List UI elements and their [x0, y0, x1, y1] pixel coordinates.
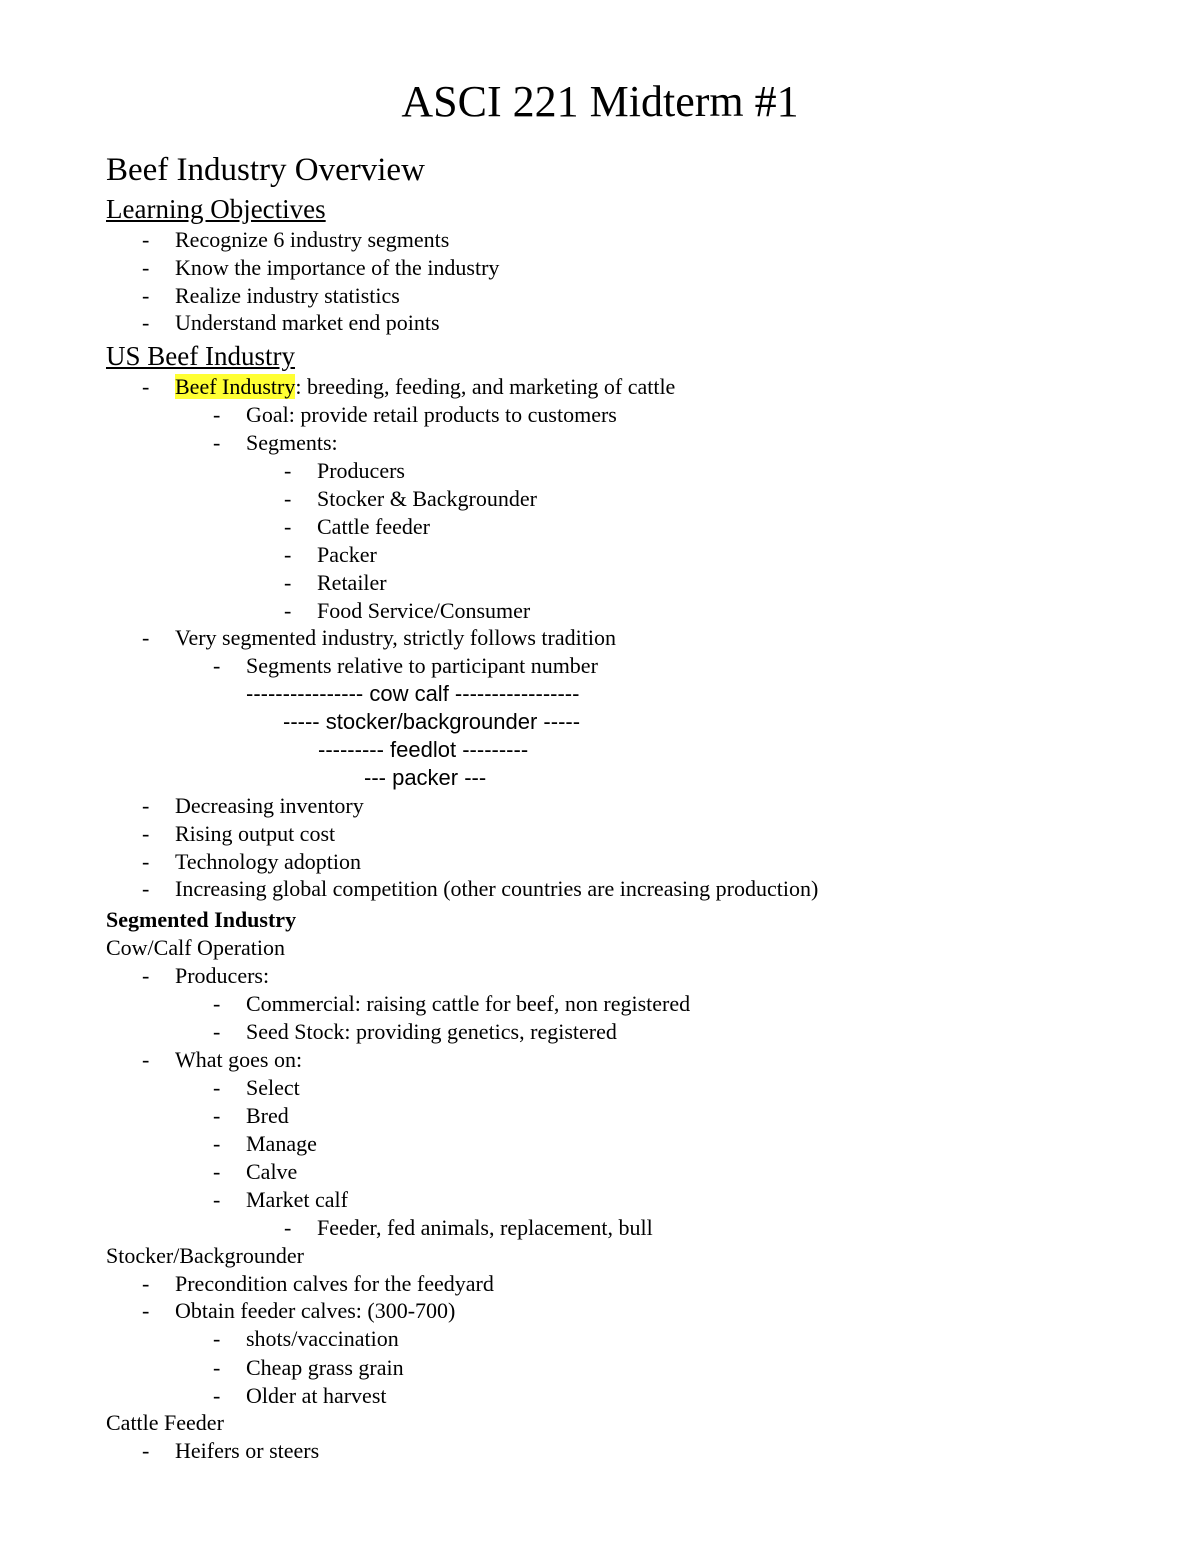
pyramid-line-feedlot: --------- feedlot ---------: [318, 737, 529, 762]
highlighted-term: Beef Industry: [175, 374, 296, 399]
cow-calf-label: Cow/Calf Operation: [106, 935, 286, 960]
pyramid-line-cow-calf: ---------------- cow calf -----------------: [246, 681, 580, 706]
pyramid-line-stocker: ----- stocker/backgrounder -----: [283, 709, 581, 734]
section-title: Beef Industry Overview: [106, 152, 425, 188]
document-page: ASCI 221 Midterm #1 Beef Industry Overview Learning Objectives - Recognize 6 industry segments - Know the importance of the industry - Realize industry statistics - Understand market end points US Beef Industry - Beef Industry: breeding, feeding, and marketing of cattle - Goal: provide retail products to customers - Segments: - Producers - Stocker & Backgrounder - Cattle feeder - Packer - Retailer - Food Service/Consumer - Very segmented industry, strictly follows tradition - Segments relative to participant number ---------------- cow calf ----------------- ----- stocker/backgrounder ----- --------- feedlot --------- --- packer --- - Decreasing inventory - Rising output cost - Technology adoption - Increasing global competition (other countries are increasing production) Segmented Industry Cow/Calf Operation - Producers: - Commercial: raising cattle for beef, non registered - Seed Stock: providing genetics, registered - What goes on: - Select - Bred - Manage - Calve - Market calf - Feeder, fed animals, replacement, bull Stocker/Backgrounder - Precondition calves for the feedyard - Obtain feeder calves: (300-700) - shots/vaccination - Cheap grass grain - Older at harvest Cattle Feeder - Heifers or steers: [0, 0, 1200, 1553]
cattle-feeder-label: Cattle Feeder: [106, 1410, 224, 1435]
document-title: ASCI 221 Midterm #1: [401, 77, 799, 126]
stocker-label: Stocker/Backgrounder: [106, 1243, 304, 1268]
learning-objectives-heading: Learning Objectives: [106, 194, 326, 224]
us-beef-industry-heading: US Beef Industry: [106, 341, 295, 371]
pyramid-line-packer: --- packer ---: [364, 765, 487, 790]
segmented-industry-heading: Segmented Industry: [106, 907, 297, 932]
